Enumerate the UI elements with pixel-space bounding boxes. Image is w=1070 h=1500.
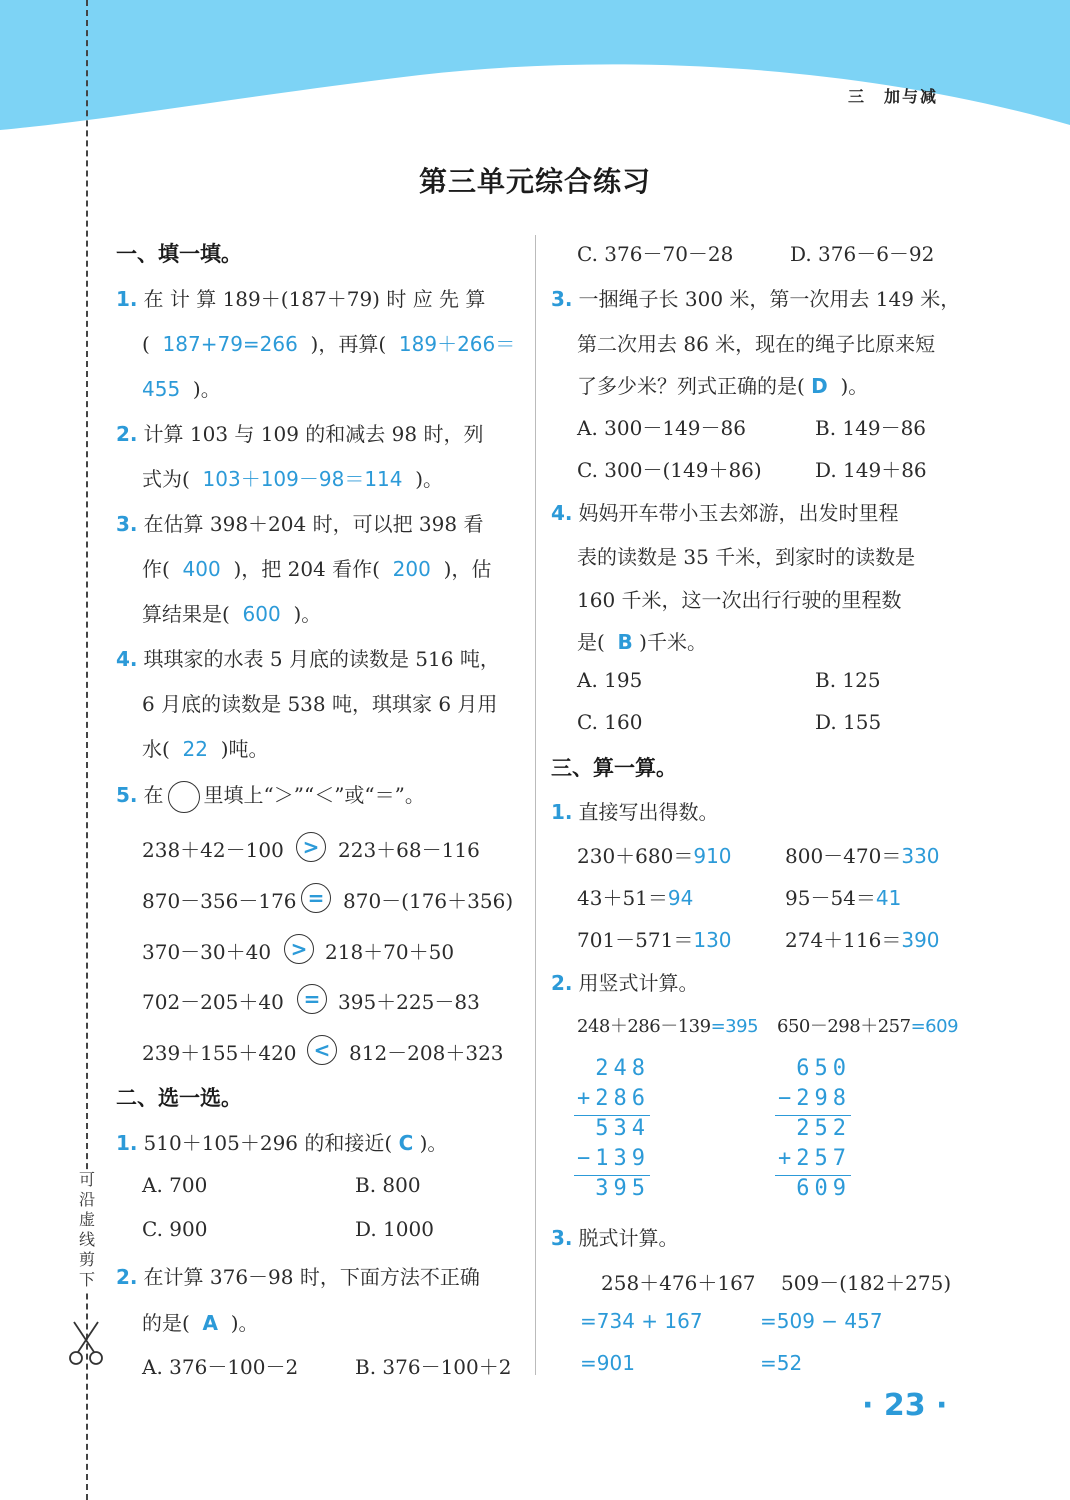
answer: B [617, 630, 633, 654]
compare-right: 395＋225－83 [338, 990, 480, 1014]
q-text: 了多少米？列式正确的是( [577, 374, 805, 398]
q-number: 2. [116, 1265, 138, 1289]
answer: A [202, 1311, 219, 1335]
oral-calc-item: 230＋680＝910 [577, 844, 732, 868]
s1-q4-line1 [116, 643, 500, 672]
compare-sign-circle: = [301, 883, 331, 913]
q-text: 510＋105＋296 的和接近( [143, 1131, 393, 1155]
q-text: 在估算 398＋204 时，可以把 398 看 [143, 512, 484, 536]
answer: 200 [392, 557, 431, 581]
compare-left: 239＋155＋420 [142, 1041, 297, 1065]
s1-q3-line2 [142, 553, 491, 582]
option: B. 800 [355, 1173, 421, 1197]
header-wave-banner [0, 0, 1070, 140]
s1-q1-line2: ( 187+79=266 )，再算( 189＋266＝ [142, 332, 516, 356]
compare-right: 812－208＋323 [349, 1041, 504, 1065]
step-calc-step: =734 + 167 [580, 1309, 703, 1333]
s3-q2-title [551, 967, 699, 996]
q-text: ，再算( [318, 332, 387, 356]
compare-right: 223＋68－116 [338, 838, 480, 862]
s1-q1-line1 [116, 283, 485, 312]
q-text: 在计算 376－98 时，下面方法不正确 [143, 1265, 480, 1289]
vertical-calc-row: −298 [778, 1086, 851, 1111]
s3-q3-title [551, 1222, 679, 1251]
oral-calc-item: 274＋116＝390 [785, 928, 940, 952]
answer: 22 [182, 737, 208, 761]
q-text: )千米。 [639, 630, 707, 654]
vertical-calc-row: 252 [796, 1116, 851, 1141]
step-calc-step: =509 − 457 [760, 1309, 883, 1333]
option: A. 376－100－2 [142, 1355, 299, 1379]
section-2-heading: 二、选一选。 [116, 1086, 242, 1110]
s1-q4-line3 [142, 733, 269, 762]
q-text: 直接写出得数。 [578, 800, 719, 824]
q-number: 4. [116, 647, 138, 671]
s2-q4-line1 [551, 497, 899, 526]
empty-circle-icon [168, 781, 200, 813]
q-text: 在 [143, 783, 164, 807]
step-calc-result: =901 [580, 1351, 635, 1375]
q-number: 2. [551, 971, 573, 995]
q-number: 1. [116, 287, 138, 311]
q-text: 算结果是( [142, 602, 230, 626]
step-calc-expr: 258＋476＋167 [601, 1271, 756, 1295]
q-text: 一捆绳子长 300 米，第一次用去 149 米， [578, 287, 961, 311]
oral-calc-item: 800－470＝330 [785, 844, 940, 868]
q-text: 是( [577, 630, 605, 654]
s2-q3-line3 [577, 370, 868, 399]
vertical-calc-row: 609 [796, 1176, 851, 1201]
chapter-label: 三 加与减 [848, 87, 939, 106]
option: B. 149－86 [815, 416, 927, 440]
s1-q2-line2 [142, 463, 443, 492]
q-text: 式为( [142, 467, 190, 491]
vertical-calc-row: 248 [595, 1056, 650, 1081]
s1-q4-line2: 6 月底的读数是 538 吨，琪琪家 6 月用 [142, 692, 498, 716]
option: A. 300－149－86 [577, 416, 746, 440]
option: A. 195 [577, 668, 643, 692]
vertical-calc-row: −139 [577, 1146, 650, 1171]
q-number: 5. [116, 783, 138, 807]
s1-q3-line1 [116, 508, 483, 537]
option: D. 155 [815, 710, 882, 734]
option: B. 125 [815, 668, 881, 692]
answer: 600 [242, 602, 281, 626]
cut-note: 可沿虚线剪下 [78, 1170, 95, 1289]
q-text: )。 [415, 467, 444, 491]
compare-left: 870－356－176 [142, 889, 297, 913]
compare-right: 218＋70＋50 [325, 940, 455, 964]
q-text: )，把 204 看作( [233, 557, 380, 581]
s2-q3-line2: 第二次用去 86 米，现在的绳子比原来短 [577, 332, 936, 356]
option: A. 700 [142, 1173, 208, 1197]
q-number: 1. [551, 800, 573, 824]
q-text: 水( [142, 737, 170, 761]
vertical-calc-row: 534 [595, 1116, 650, 1141]
q-text: 琪琪家的水表 5 月底的读数是 516 吨， [143, 647, 500, 671]
q-number: 2. [116, 422, 138, 446]
compare-left: 702－205＋40 [142, 990, 284, 1014]
scissors-icon [66, 1320, 106, 1366]
s2-q4-line3: 160 千米，这一次出行行驶的里程数 [577, 588, 902, 612]
section-1-heading: 一、填一填。 [116, 242, 242, 266]
option: D. 1000 [355, 1217, 434, 1241]
option: C. 160 [577, 710, 643, 734]
answer: 400 [182, 557, 221, 581]
s2-q2-line1 [116, 1261, 480, 1290]
compare-sign-circle: > [284, 934, 314, 964]
q-text: )。 [419, 1131, 448, 1155]
s2-q4-line2: 表的读数是 35 千米，到家时的读数是 [577, 545, 916, 569]
option: C. 376－70－28 [577, 242, 734, 266]
step-calc-expr: 509－(182＋275) [781, 1271, 952, 1295]
compare-left: 238＋42－100 [142, 838, 284, 862]
vertical-calc-row: 650 [796, 1056, 851, 1081]
q-number: 3. [551, 287, 573, 311]
compare-sign-circle: > [296, 832, 326, 862]
option: B. 376－100＋2 [355, 1355, 512, 1379]
option: C. 300－(149＋86) [577, 458, 762, 482]
section-3-heading: 三、算一算。 [551, 756, 677, 780]
s2-q3-line1 [551, 283, 960, 312]
answer: 189＋266＝ [398, 332, 516, 356]
page-number: · 23 · [862, 1388, 948, 1423]
s2-q4-line4 [577, 626, 707, 655]
q-number: 3. [551, 1226, 573, 1250]
answer: D [811, 374, 828, 398]
s1-q3-line3 [142, 598, 321, 627]
s1-q1-line3 [142, 373, 221, 402]
step-calc-result: =52 [760, 1351, 803, 1375]
answer: 455 [142, 377, 181, 401]
oral-calc-item: 95－54＝41 [785, 886, 902, 910]
vertical-calc-row: 395 [595, 1176, 650, 1201]
q-text: 计算 103 与 109 的和减去 98 时，列 [143, 422, 484, 446]
q-text: 用竖式计算。 [578, 971, 699, 995]
q-text: )。 [293, 602, 322, 626]
s3-q1-title [551, 796, 719, 825]
q-text: 的是( [142, 1311, 190, 1335]
s1-q5-line1 [116, 779, 425, 813]
column-divider [535, 235, 536, 1375]
answer: 103＋109－98＝114 [202, 467, 403, 491]
option: C. 900 [142, 1217, 208, 1241]
vertical-calc-row: +257 [778, 1146, 851, 1171]
vertical-calc-expr-1: 248＋286－139=395 [577, 1016, 759, 1037]
q-text: )。 [840, 374, 869, 398]
q-text: 在 计 算 189＋(187＋79) 时 应 先 算 [143, 287, 486, 311]
option: D. 376－6－92 [790, 242, 935, 266]
s2-q1-line1 [116, 1127, 447, 1156]
compare-sign-circle: = [297, 984, 327, 1014]
oral-calc-item: 701－571＝130 [577, 928, 732, 952]
q-text: 里填上“＞”“＜”或“＝”。 [203, 783, 425, 807]
page-title: 第三单元综合练习 [418, 165, 651, 198]
q-text: 作( [142, 557, 170, 581]
compare-right: 870－(176＋356) [343, 889, 514, 913]
q-number: 1. [116, 1131, 138, 1155]
q-text: 妈妈开车带小玉去郊游，出发时里程 [578, 501, 899, 525]
option: D. 149＋86 [815, 458, 927, 482]
s2-q2-line2 [142, 1307, 259, 1336]
q-text: )。 [192, 377, 221, 401]
q-text: )吨。 [220, 737, 269, 761]
q-text: )。 [230, 1311, 259, 1335]
compare-left: 370－30＋40 [142, 940, 272, 964]
answer: C [398, 1131, 414, 1155]
vertical-calc-row: +286 [577, 1086, 650, 1111]
s1-q2-line1 [116, 418, 483, 447]
compare-sign-circle: < [307, 1035, 337, 1065]
answer: 187+79=266 [162, 332, 298, 356]
vertical-calc-expr-2: 650－298＋257=609 [777, 1016, 959, 1037]
q-text: )，估 [443, 557, 492, 581]
oral-calc-item: 43＋51＝94 [577, 886, 694, 910]
q-number: 3. [116, 512, 138, 536]
q-number: 4. [551, 501, 573, 525]
q-text: 脱式计算。 [578, 1226, 679, 1250]
